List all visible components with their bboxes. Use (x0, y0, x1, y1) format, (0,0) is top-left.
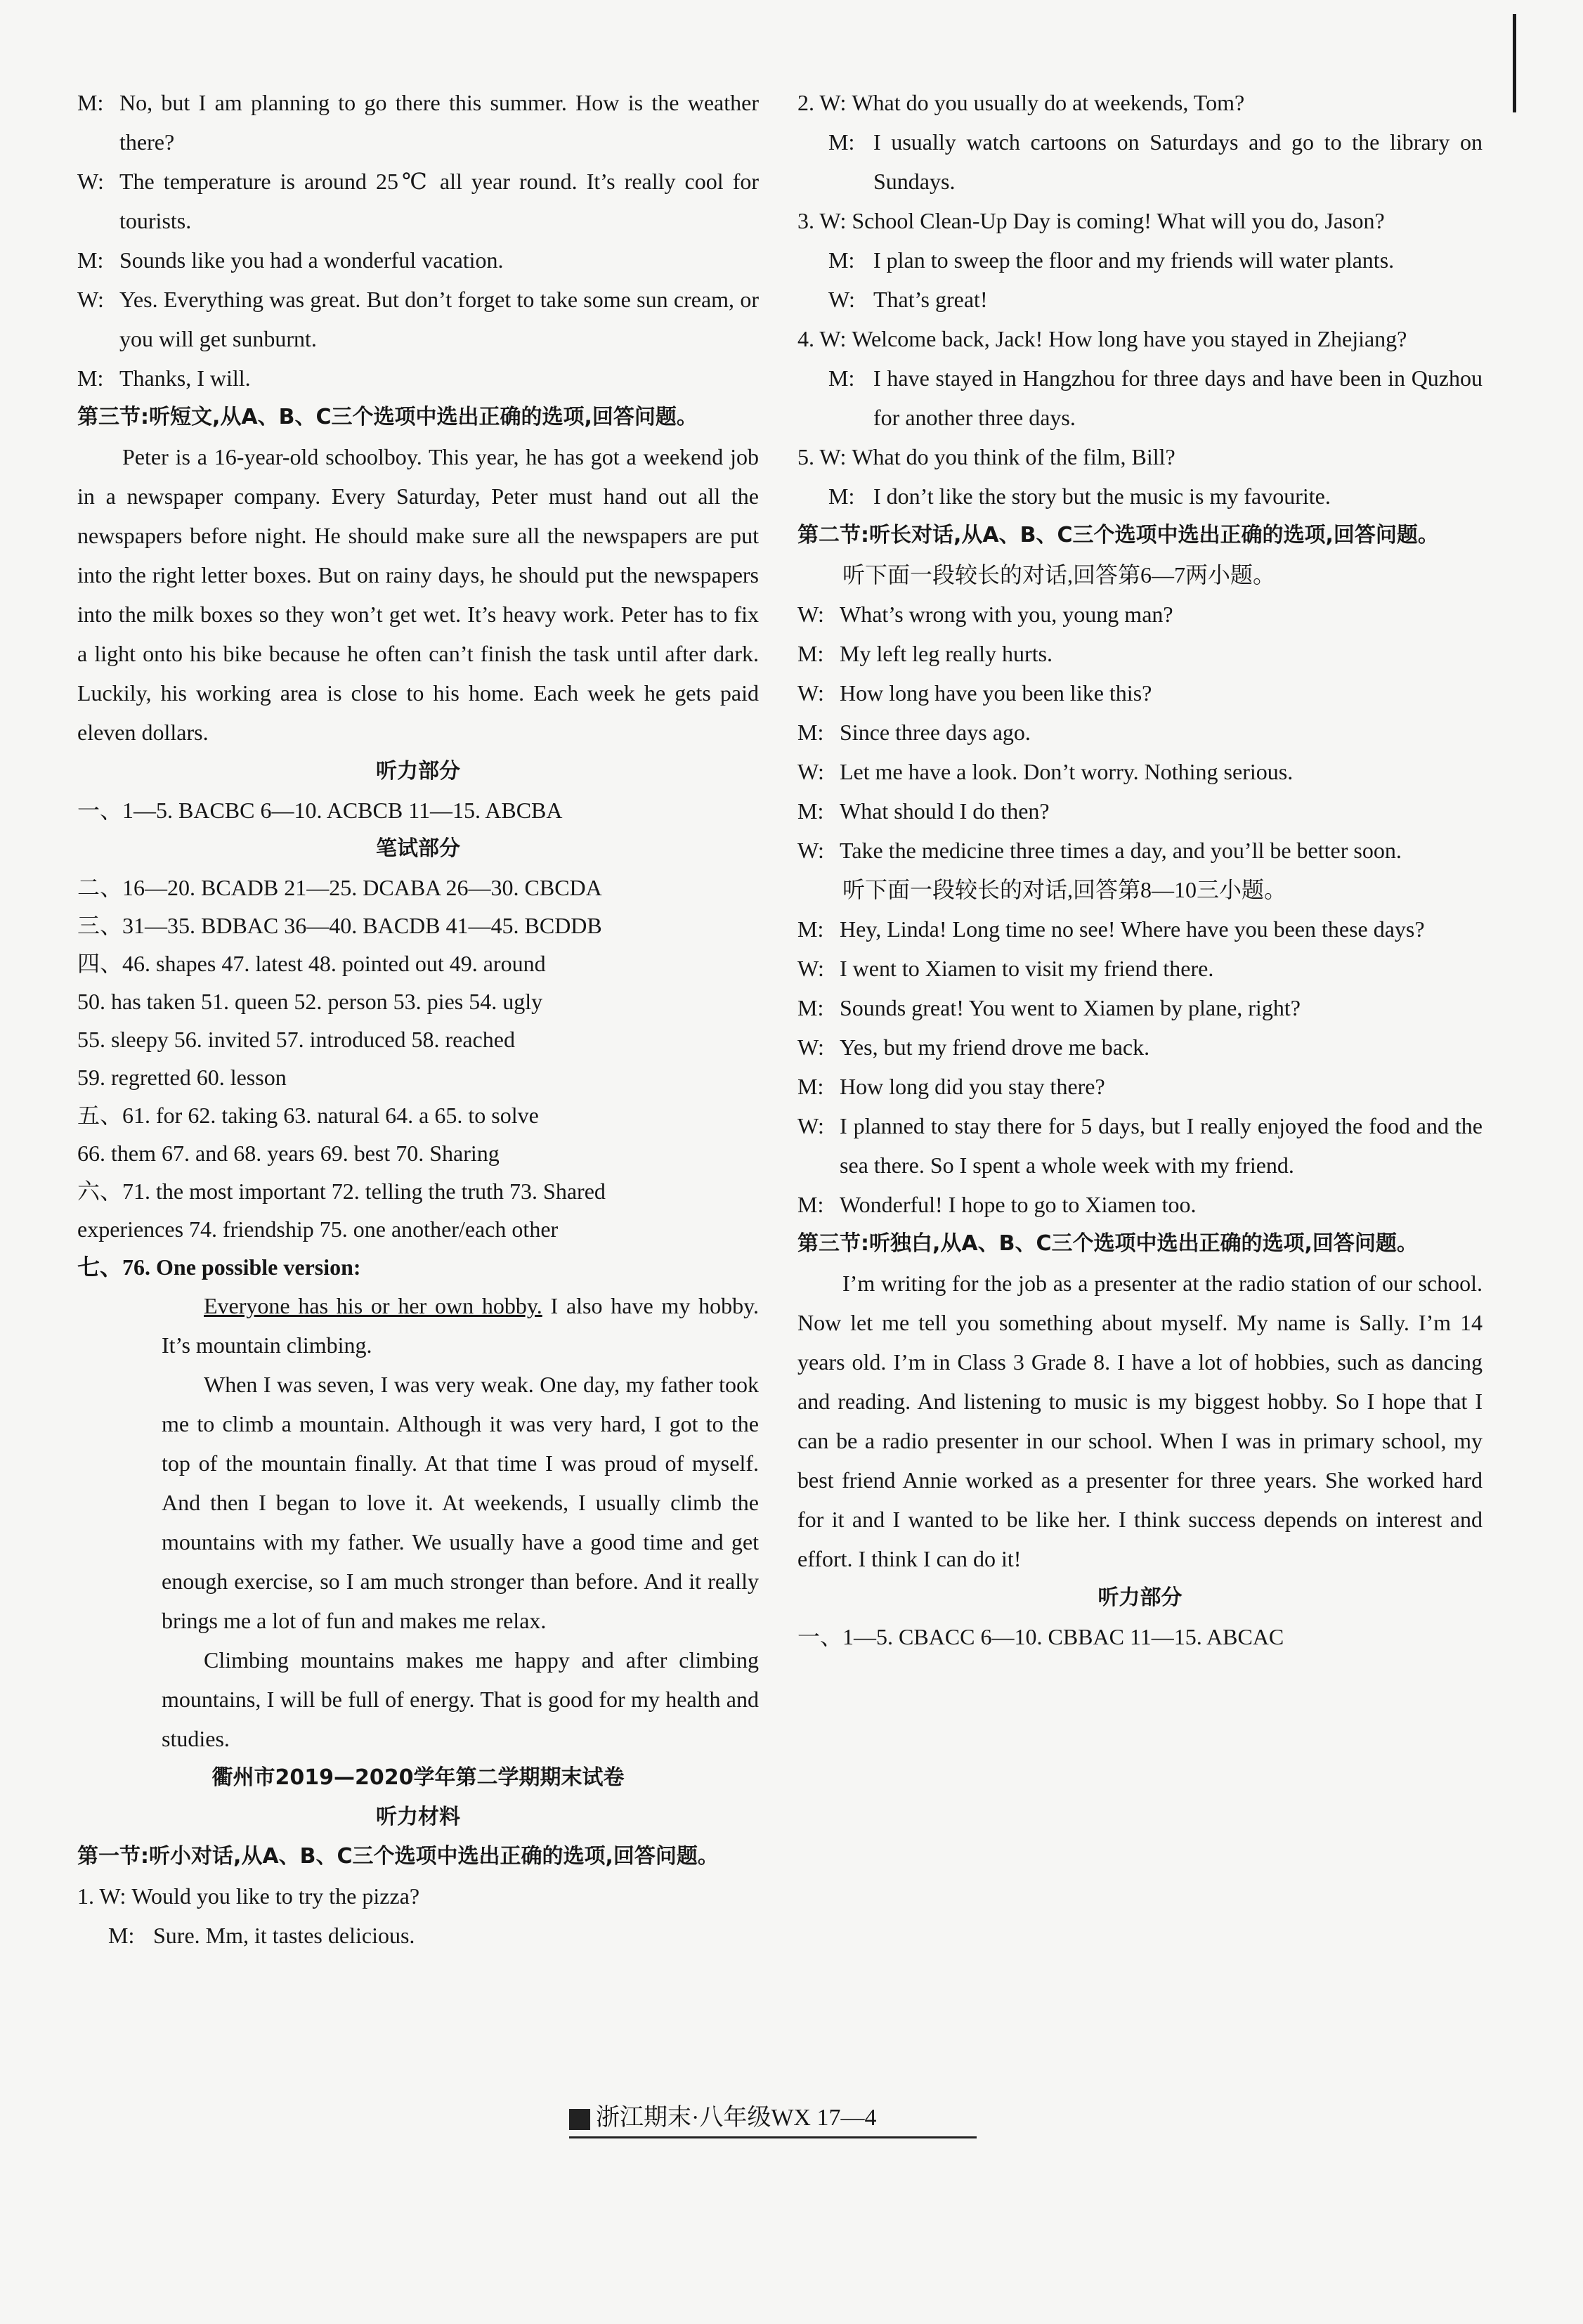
dialog-text: Sounds like you had a wonderful vacation. (119, 247, 504, 273)
q1-reply (77, 1916, 759, 1955)
dialog-line (77, 83, 759, 162)
speaker: M: (828, 483, 855, 509)
q3-line (797, 201, 1483, 240)
q4-text: Welcome back, Jack! How long have you stayed in Zhejiang? (852, 326, 1407, 351)
footer-rule (569, 2136, 977, 2138)
reply-text: I plan to sweep the floor and my friends will water plants. (873, 247, 1395, 273)
dialog-line (797, 988, 1483, 1027)
dialog-text: How long did you stay there? (840, 1074, 1105, 1099)
dialog-text: What should I do then? (840, 798, 1050, 824)
q2-number: 2. W: (797, 90, 847, 115)
speaker: W: (797, 838, 824, 863)
dialog-line (797, 831, 1483, 870)
listening-title: 听力部分 (376, 759, 460, 784)
q5-number: 5. W: (797, 444, 847, 469)
q3-reply (797, 240, 1483, 280)
dialog-text: Wonderful! I hope to go to Xiamen too. (840, 1192, 1197, 1217)
dialog-text: Let me have a look. Don’t worry. Nothing serious. (840, 759, 1294, 784)
listening-answers-right: 一、1—5. CBACC 6—10. CBBAC 11—15. ABCAC (797, 1624, 1284, 1649)
reply-text: I don’t like the story but the music is my favourite. (873, 483, 1331, 509)
speaker: M: (77, 90, 104, 115)
section1-heading: 第一节:听小对话,从A、B、C三个选项中选出正确的选项,回答问题。 (77, 1844, 719, 1869)
speaker: W: (797, 1034, 824, 1060)
reply-text: I usually watch cartoons on Saturdays and go to the library on Sundays. (873, 129, 1483, 194)
speaker: W: (797, 956, 824, 981)
dialog-line (77, 280, 759, 358)
reply-text: Sure. Mm, it tastes delicious. (153, 1923, 415, 1948)
answer-line: 59. regretted 60. lesson (77, 1065, 287, 1090)
dialog-line (77, 162, 759, 240)
footer-text: 浙江期末·八年级WX 17—4 (596, 2105, 877, 2131)
dialog-line (797, 909, 1483, 949)
q5-line (797, 437, 1483, 476)
reply-text: I have stayed in Hangzhou for three days and have been in Quzhou for another three days. (873, 365, 1483, 430)
speaker: W: (797, 1113, 824, 1138)
page-footer (569, 2098, 991, 2140)
speaker: W: (797, 759, 824, 784)
section2-heading: 第二节:听长对话,从A、B、C三个选项中选出正确的选项,回答问题。 (797, 523, 1439, 547)
dialog-line (797, 1185, 1483, 1224)
section3-heading-right: 第三节:听独白,从A、B、C三个选项中选出正确的选项,回答问题。 (797, 1231, 1418, 1256)
dialog-text: What’s wrong with you, young man? (840, 602, 1173, 627)
speaker: W: (77, 287, 104, 312)
dialog-line (797, 949, 1483, 988)
dialog-text: How long have you been like this? (840, 680, 1152, 706)
exam-title: 衢州市2019—2020学年第二学期期末试卷 (211, 1765, 625, 1790)
q4-number: 4. W: (797, 326, 847, 351)
q4-reply (797, 358, 1483, 437)
q4-line (797, 319, 1483, 358)
q3-number: 3. W: (797, 208, 847, 233)
speaker: M: (108, 1923, 135, 1948)
dialog-line (797, 752, 1483, 791)
dialog-text: My left leg really hurts. (840, 641, 1053, 666)
essay-p1-rest: I also have my hobby. It’s mountain climbing. (162, 1293, 759, 1358)
left-column (77, 83, 759, 1955)
speaker: M: (797, 1074, 824, 1099)
speaker: M: (797, 995, 824, 1020)
monologue: I’m writing for the job as a presenter at the radio station of our school. Now let me tell you something about myself. My name is Sally. I’m 14 years old. I’m in Class 3 Grade 8. I have a lot of hobbies, such as dancing and reading. And listening to music is my biggest hobby. So I hope that I can be a radio presenter in our school. When I was in primary school, my best friend Annie worked as a presenter for three years. She worked hard for it and I wanted to be like her. I think success depends on interest and effort. I think I can do it! (797, 1271, 1483, 1571)
speaker: M: (828, 129, 855, 155)
essay-paragraph-3: Climbing mountains makes me happy and after climbing mountains, I will be full of energy. That is good for my health and studies. (162, 1647, 759, 1751)
speaker: M: (797, 798, 824, 824)
essay (77, 1286, 759, 1758)
dialog-text: Yes, but my friend drove me back. (840, 1034, 1150, 1060)
dialog-text: Thanks, I will. (119, 365, 251, 391)
dialog-continued (77, 83, 759, 398)
q3-text: School Clean-Up Day is coming! What will you do, Jason? (852, 208, 1385, 233)
dialog-text: Since three days ago. (840, 720, 1031, 745)
q5-text: What do you think of the film, Bill? (852, 444, 1175, 469)
q1-line (77, 1876, 759, 1916)
dialog-text: Yes. Everything was great. But don’t forget to take some sun cream, or you will get sunburnt. (119, 287, 759, 351)
speaker: W: (77, 169, 104, 194)
speaker: W: (797, 680, 824, 706)
dialog-line (797, 791, 1483, 831)
speaker: W: (828, 287, 855, 312)
dialog-line (797, 1027, 1483, 1067)
speaker: M: (797, 1192, 824, 1217)
speaker: M: (828, 365, 855, 391)
essay-paragraph-1 (162, 1286, 759, 1365)
page-edge-mark (1513, 14, 1516, 112)
dialog-line (797, 673, 1483, 713)
answer-line: 四、46. shapes 47. latest 48. pointed out 49. around (77, 951, 546, 976)
reply-text: That’s great! (873, 287, 988, 312)
speaker: W: (797, 602, 824, 627)
dialog-text: I went to Xiamen to visit my friend there. (840, 956, 1214, 981)
dialog-text: I planned to stay there for 5 days, but I really enjoyed the food and the sea there. So I spent a whole week with my friend. (840, 1113, 1483, 1178)
dialog-text: Sounds great! You went to Xiamen by plane, right? (840, 995, 1301, 1020)
dialog-line (77, 358, 759, 398)
footer-square-icon (569, 2109, 590, 2130)
dialog-line (797, 595, 1483, 634)
written-title: 笔试部分 (376, 836, 460, 861)
listening-answers: 一、1—5. BACBC 6—10. ACBCB 11—15. ABCBA (77, 798, 563, 823)
essay-first-sentence: Everyone has his or her own hobby. (204, 1293, 542, 1318)
answer-line: experiences 74. friendship 75. one another/each other (77, 1216, 559, 1242)
speaker: M: (797, 916, 824, 942)
answer-line: 二、16—20. BCADB 21—25. DCABA 26—30. CBCDA (77, 875, 602, 900)
q1-text: Would you like to try the pizza? (131, 1883, 420, 1909)
dialog-line (797, 713, 1483, 752)
intro-6-7: 听下面一段较长的对话,回答第6—7两小题。 (842, 562, 1276, 588)
listening-title-right: 听力部分 (1097, 1585, 1183, 1610)
dialog-text: The temperature is around 25℃ all year round. It’s really cool for tourists. (119, 169, 759, 233)
q5-reply (797, 476, 1483, 516)
answer-line: 六、71. the most important 72. telling the truth 73. Shared (77, 1179, 606, 1204)
speaker: M: (77, 365, 104, 391)
dialog-line (797, 634, 1483, 673)
q1-number: 1. W: (77, 1883, 126, 1909)
dialog-line (797, 1067, 1483, 1106)
q2-reply (797, 122, 1483, 201)
speaker: M: (797, 641, 824, 666)
dialog-text: Hey, Linda! Long time no see! Where have you been these days? (840, 916, 1425, 942)
answer-line: 50. has taken 51. queen 52. person 53. pies 54. ugly (77, 989, 543, 1014)
dialog-6-7 (797, 595, 1483, 870)
q76-label: 七、76. One possible version: (77, 1254, 361, 1280)
dialog-line (77, 240, 759, 280)
dialog-text: No, but I am planning to go there this summer. How is the weather there? (119, 90, 759, 155)
q3-reply-2 (797, 280, 1483, 319)
intro-8-10: 听下面一段较长的对话,回答第8—10三小题。 (842, 877, 1287, 902)
dialog-8-10 (797, 909, 1483, 1224)
answer-line: 五、61. for 62. taking 63. natural 64. a 65. to solve (77, 1103, 539, 1128)
dialog-text: Take the medicine three times a day, and you’ll be better soon. (840, 838, 1402, 863)
right-column (797, 83, 1483, 1656)
q2-line (797, 83, 1483, 122)
answer-line: 66. them 67. and 68. years 69. best 70. Sharing (77, 1141, 500, 1166)
dialog-line (797, 1106, 1483, 1185)
material-title: 听力材料 (376, 1805, 460, 1829)
speaker: M: (828, 247, 855, 273)
section3-heading: 第三节:听短文,从A、B、C三个选项中选出正确的选项,回答问题。 (77, 405, 698, 429)
passage: Peter is a 16-year-old schoolboy. This year, he has got a weekend job in a newspaper company. Every Saturday, Peter must hand out all the newspapers before night. He should make sure all the newspapers are put into the right letter boxes. But on rainy days, he should put the newspapers into the milk boxes so they won’t get wet. It’s heavy work. Peter has to fix a light onto his bike because he often can’t finish the task until after dark. Luckily, his working area is close to his home. Each week he gets paid eleven dollars. (77, 444, 759, 745)
q2-text: What do you usually do at weekends, Tom? (852, 90, 1245, 115)
speaker: M: (77, 247, 104, 273)
written-answers (77, 869, 759, 1248)
answer-line: 55. sleepy 56. invited 57. introduced 58. reached (77, 1027, 515, 1052)
speaker: M: (797, 720, 824, 745)
essay-paragraph-2: When I was seven, I was very weak. One day, my father took me to climb a mountain. Although it was very hard, I got to the top of the mountain finally. At that time I was proud of myself. And then I began to love it. At weekends, I usually climb the mountains with my father. We usually have a good time and get enough exercise, so I am much stronger than before. And it really brings me a lot of fun and makes me relax. (162, 1372, 759, 1633)
answer-line: 三、31—35. BDBAC 36—40. BACDB 41—45. BCDDB (77, 913, 602, 938)
